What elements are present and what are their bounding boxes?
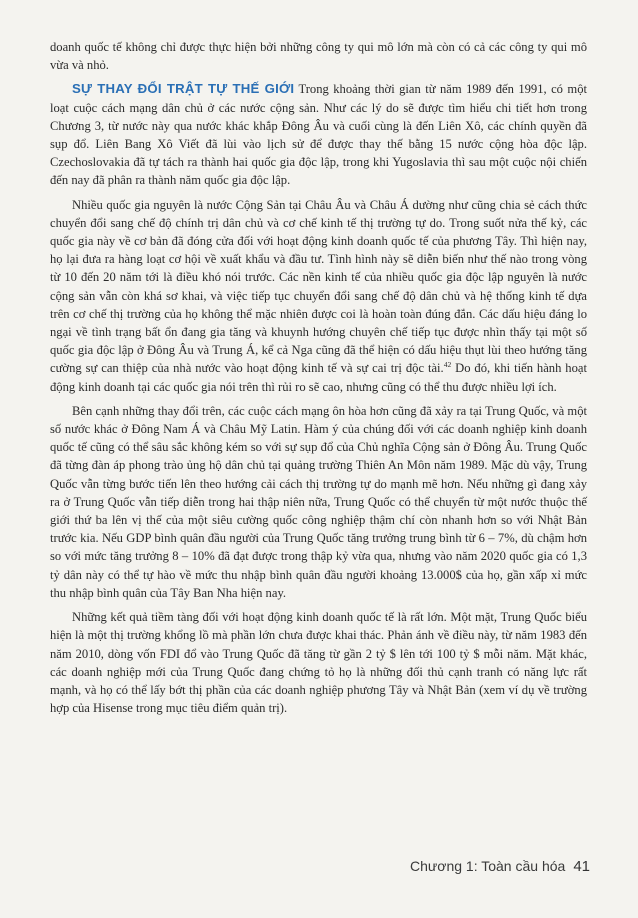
page-footer: [410, 858, 590, 875]
body-text: [50, 38, 587, 723]
paragraph-china: Bên cạnh những thay đổi trên, các cuộc cách mạng ôn hòa hơn cũng đã xảy ra tại Trung Quốc, và một số nước khác ở Đông Nam Á và Châu Mỹ Latin. Hàm ý của chúng đối với các doanh nghiệp kinh doanh quốc tế cũng có thể sâu sắc không kém so với sự sụp đổ của Chủ nghĩa Cộng sản ở Đông Âu. Trung Quốc đã từng đàn áp phong trào ủng hộ dân chủ tại quảng trường Thiên An Môn năm 1989. Mặc dù vậy, Trung Quốc vẫn từng bước tiến lên theo hướng cải cách thị trường tự do mạnh mẽ hơn. Nếu những gì đang xảy ra ở Trung Quốc vẫn tiếp diễn trong hai thập niên nữa, Trung Quốc có thể chuyển từ một nước thuộc thế giới thứ ba lên vị thế của một siêu cường quốc công nghiệp thậm chí còn nhanh hơn so với Nhật Bản trước kia. Nếu GDP bình quân đầu người của Trung Quốc tăng trưởng trung bình từ 6 – 7%, dù chậm hơn so với mức tăng trưởng 8 – 10% đã đạt được trong thập kỷ vừa qua, nhưng vào năm 2020 quốc gia có 1,3 tỷ dân này có thể tự hào về mức thu nhập bình quân đầu người khoảng 13.000$ của họ, gần xấp xỉ mức thu nhập bình quân của Tây Ban Nha hiện nay.: [50, 403, 587, 600]
page-number: 41: [573, 858, 590, 875]
chapter-title: Chương 1: Toàn cầu hóa: [410, 858, 566, 874]
paragraph-continued: doanh quốc tế không chỉ được thực hiện bởi những công ty qui mô lớn mà còn có cả các công ty qui mô vừa và nhỏ.: [50, 40, 587, 73]
footnote-reference: 42: [443, 360, 452, 370]
paragraph-text: Trong khoảng thời gian từ năm 1989 đến 1991, có một loạt cuộc cách mạng dân chủ ở các nước cộng sản. Như các lý do sẽ được tìm hiểu chi tiết hơn trong Chương 3, từ nước này qua nước khác khắp Đông Âu và cuối cùng là đến Liên Xô, các chính quyền đã sụp đổ. Liên Bang Xô Viết đã lùi vào lịch sử để được thay thế bằng 15 nước cộng hòa độc lập. Czechoslovakia đã tự tách ra thành hai quốc gia độc lập, trong khi Yugoslavia thì sau một cuộc nội chiến đến nay đã phân ra thành năm quốc gia độc lập.: [50, 82, 587, 188]
section-heading: SỰ THAY ĐỔI TRẬT TỰ THẾ GIỚI: [72, 81, 295, 97]
paragraph-implications: Những kết quả tiềm tàng đối với hoạt động kinh doanh quốc tế là rất lớn. Một mặt, Trung Quốc biểu hiện là một thị trường khổng lồ mà phần lớn chưa được khai thác. Phản ánh về điều này, từ năm 1983 đến năm 2010, dòng vốn FDI đổ vào Trung Quốc đã tăng từ gần 2 tỷ $ lên tới 100 tỷ $ mỗi năm. Mặt khác, các doanh nghiệp mới của Trung Quốc đang chứng tỏ họ là những đối thủ cạnh tranh có năng lực rất mạnh, và họ có thể lấy bớt thị phần của các doanh nghiệp phương Tây và Nhật Bản (xem ví dụ về trường hợp của Hisense trong mục tiêu điểm quản trị).: [50, 610, 587, 716]
paragraph-former-communist: [50, 196, 587, 396]
paragraph-text: Nhiều quốc gia nguyên là nước Cộng Sản tại Châu Âu và Châu Á dường như cũng chia sẻ cách thức chuyển đổi sang chế độ chính trị dân chủ và cơ chế kinh tế thị trường tự do. Trong suốt nửa thế kỷ, các quốc gia này về cơ bản đã đóng cửa đối với hoạt động kinh doanh quốc tế của phương Tây. Thì hiện nay, họ lại đưa ra hàng loạt cơ hội về xuất khẩu và đầu tư. Tình hình này sẽ diễn biến như thế nào trong vòng từ 10 đến 20 năm tới là điều khó nói trước. Các nền kinh tế của nhiều quốc gia độc lập nguyên là nước cộng sản vẫn còn khá sơ khai, và việc tiếp tục chuyển đổi sang chế độ dân chủ và hệ thống kinh tế dựa trên cơ chế thị trường của họ không thể mặc nhiên được coi là hoàn toàn đúng đắn. Các dấu hiệu đáng lo ngại về tình trạng bất ổn đang gia tăng và khuynh hướng chuyên chế tiếp tục được nhìn thấy tại một số quốc gia độc lập ở Đông Âu và Trung Á, kể cả Nga cũng đã thể hiện có dấu hiệu thụt lùi theo hướng tăng cường sự can thiệp của nhà nước vào hoạt động kinh tế và sự cai trị độc tài.: [50, 197, 587, 376]
paragraph-world-order: [50, 80, 587, 189]
paragraph-text: Do đó, khi tiến hành hoạt động kinh doanh tại các quốc gia nói trên thì rủi ro sẽ cao, nhưng cũng có thể thu được nhiều lợi ích.: [50, 361, 587, 394]
